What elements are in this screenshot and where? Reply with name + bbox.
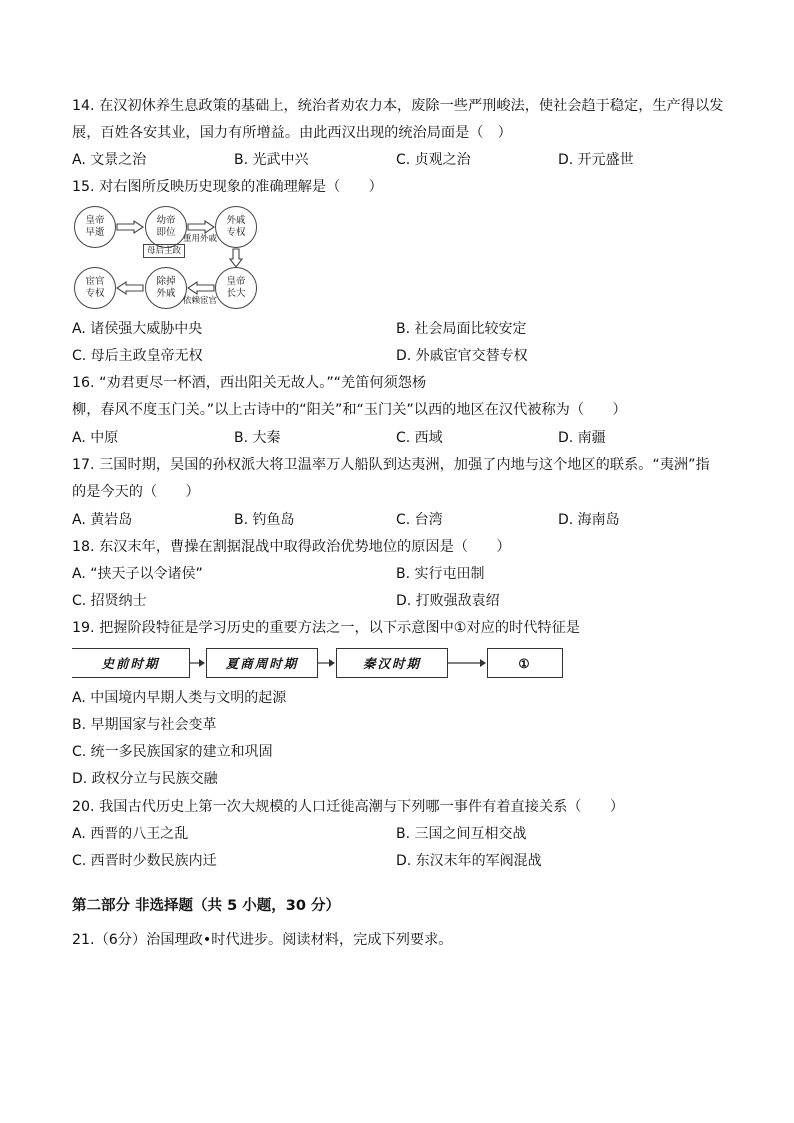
question-16-line-2: 柳，春风不度玉门关。”以上古诗中的“阳关”和“玉门关”以西的地区在汉代被称为（ ） bbox=[72, 402, 627, 418]
diagram-arrow-left-2 bbox=[116, 281, 144, 295]
q19-option-d: D. 政权分立与民族交融 bbox=[72, 771, 218, 787]
q19-option-a: A. 中国境内早期人类与文明的起源 bbox=[72, 690, 287, 706]
q18-option-d: D. 打败强敌袁绍 bbox=[396, 593, 500, 609]
diagram-node-child-emperor: 幼帝 即位 bbox=[145, 206, 187, 248]
diagram-node-remove-consort: 除掉 外戚 bbox=[145, 267, 187, 309]
q17-option-b: B. 钓鱼岛 bbox=[234, 512, 295, 528]
question-20-stem: 20. 我国古代历史上第一次大规模的人口迁徙高潮与下列哪一事件有着直接关系（ ） bbox=[72, 799, 625, 815]
q17-option-a: A. 黄岩岛 bbox=[72, 512, 133, 528]
question-16-line-1: 16. “劝君更尽一杯酒，西出阳关无故人。”“羌笛何须怨杨 bbox=[72, 375, 427, 391]
part-two-heading: 第二部分 非选择题（共 5 小题，30 分） bbox=[72, 898, 340, 914]
q14-option-d: D. 开元盛世 bbox=[558, 152, 634, 168]
q18-option-b: B. 实行屯田制 bbox=[396, 566, 485, 582]
q16-option-c: C. 西域 bbox=[396, 430, 443, 446]
timeline-box-qin-han: 秦汉时期 bbox=[336, 648, 448, 678]
question-14-line-2: 展，百姓各安其业，国力有所增益。由此西汉出现的统治局面是（ ） bbox=[72, 125, 512, 141]
question-17-line-2: 的是今天的（ ） bbox=[72, 484, 200, 500]
question-21-stem: 21.（6分）治国理政•时代进步。阅读材料，完成下列要求。 bbox=[72, 932, 453, 948]
diagram-label-rely-eunuch: 依赖宦官 bbox=[183, 296, 218, 306]
q16-option-b: B. 大秦 bbox=[234, 430, 281, 446]
q15-option-c: C. 母后主政皇帝无权 bbox=[72, 348, 203, 364]
diagram-arrow-right-1 bbox=[116, 220, 144, 234]
q20-option-a: A. 西晋的八王之乱 bbox=[72, 826, 189, 842]
q17-option-c: C. 台湾 bbox=[396, 512, 443, 528]
q17-option-d: D. 海南岛 bbox=[558, 512, 620, 528]
q18-option-c: C. 招贤纳士 bbox=[72, 593, 147, 609]
q14-option-a: A. 文景之治 bbox=[72, 152, 147, 168]
diagram-node-emperor-dies-early: 皇帝 早逝 bbox=[74, 206, 116, 248]
diagram-arrow-right-2 bbox=[187, 220, 215, 234]
q20-option-c: C. 西晋时少数民族内迁 bbox=[72, 853, 217, 869]
timeline-arrow-1 bbox=[190, 657, 206, 669]
q18-option-a: A. “挟天子以令诸侯” bbox=[72, 566, 203, 582]
timeline-box-xia-shang-zhou: 夏商周时期 bbox=[206, 648, 318, 678]
q19-option-c: C. 统一多民族国家的建立和巩固 bbox=[72, 744, 273, 760]
timeline-box-blank-1: ① bbox=[487, 648, 563, 678]
question-17-line-1: 17. 三国时期，吴国的孙权派大将卫温率万人船队到达夷洲，加强了内地与这个地区的联系。“夷洲”指 bbox=[72, 457, 710, 473]
q15-option-b: B. 社会局面比较安定 bbox=[396, 321, 527, 337]
diagram-node-consort-power: 外戚 专权 bbox=[215, 206, 257, 248]
timeline-arrow-3 bbox=[448, 657, 487, 669]
diagram-node-eunuch-power: 宦官 专权 bbox=[74, 267, 116, 309]
q14-option-c: C. 贞观之治 bbox=[396, 152, 471, 168]
question-19-stem: 19. 把握阶段特征是学习历史的重要方法之一，以下示意图中①对应的时代特征是 bbox=[72, 620, 580, 636]
diagram-arrow-down bbox=[229, 248, 243, 268]
timeline-box-prehistoric: 史前时期 bbox=[72, 648, 190, 678]
diagram-label-empress-regency: 母后主政 bbox=[143, 244, 185, 258]
question-18-stem: 18. 东汉末年，曹操在割据混战中取得政治优势地位的原因是（ ） bbox=[72, 539, 511, 555]
q20-option-b: B. 三国之间互相交战 bbox=[396, 826, 527, 842]
diagram-arrow-left-1 bbox=[187, 281, 215, 295]
question-15-stem: 15. 对右图所反映历史现象的准确理解是（ ） bbox=[72, 179, 383, 195]
timeline-arrow-2 bbox=[318, 657, 336, 669]
diagram-node-emperor-grows-up: 皇帝 长大 bbox=[215, 267, 257, 309]
q16-option-a: A. 中原 bbox=[72, 430, 119, 446]
q20-option-d: D. 东汉末年的军阀混战 bbox=[396, 853, 542, 869]
question-14-line-1: 14. 在汉初休养生息政策的基础上，统治者劝农力本，废除一些严刑峻法，使社会趋于稳定，生产得以发 bbox=[72, 98, 724, 114]
diagram-label-use-consort: 重用外戚 bbox=[183, 234, 218, 244]
q14-option-b: B. 光武中兴 bbox=[234, 152, 309, 168]
q15-option-a: A. 诸侯强大威胁中央 bbox=[72, 321, 203, 337]
q16-option-d: D. 南疆 bbox=[558, 430, 606, 446]
q19-option-b: B. 早期国家与社会变革 bbox=[72, 717, 217, 733]
q15-option-d: D. 外戚宦官交替专权 bbox=[396, 348, 528, 364]
